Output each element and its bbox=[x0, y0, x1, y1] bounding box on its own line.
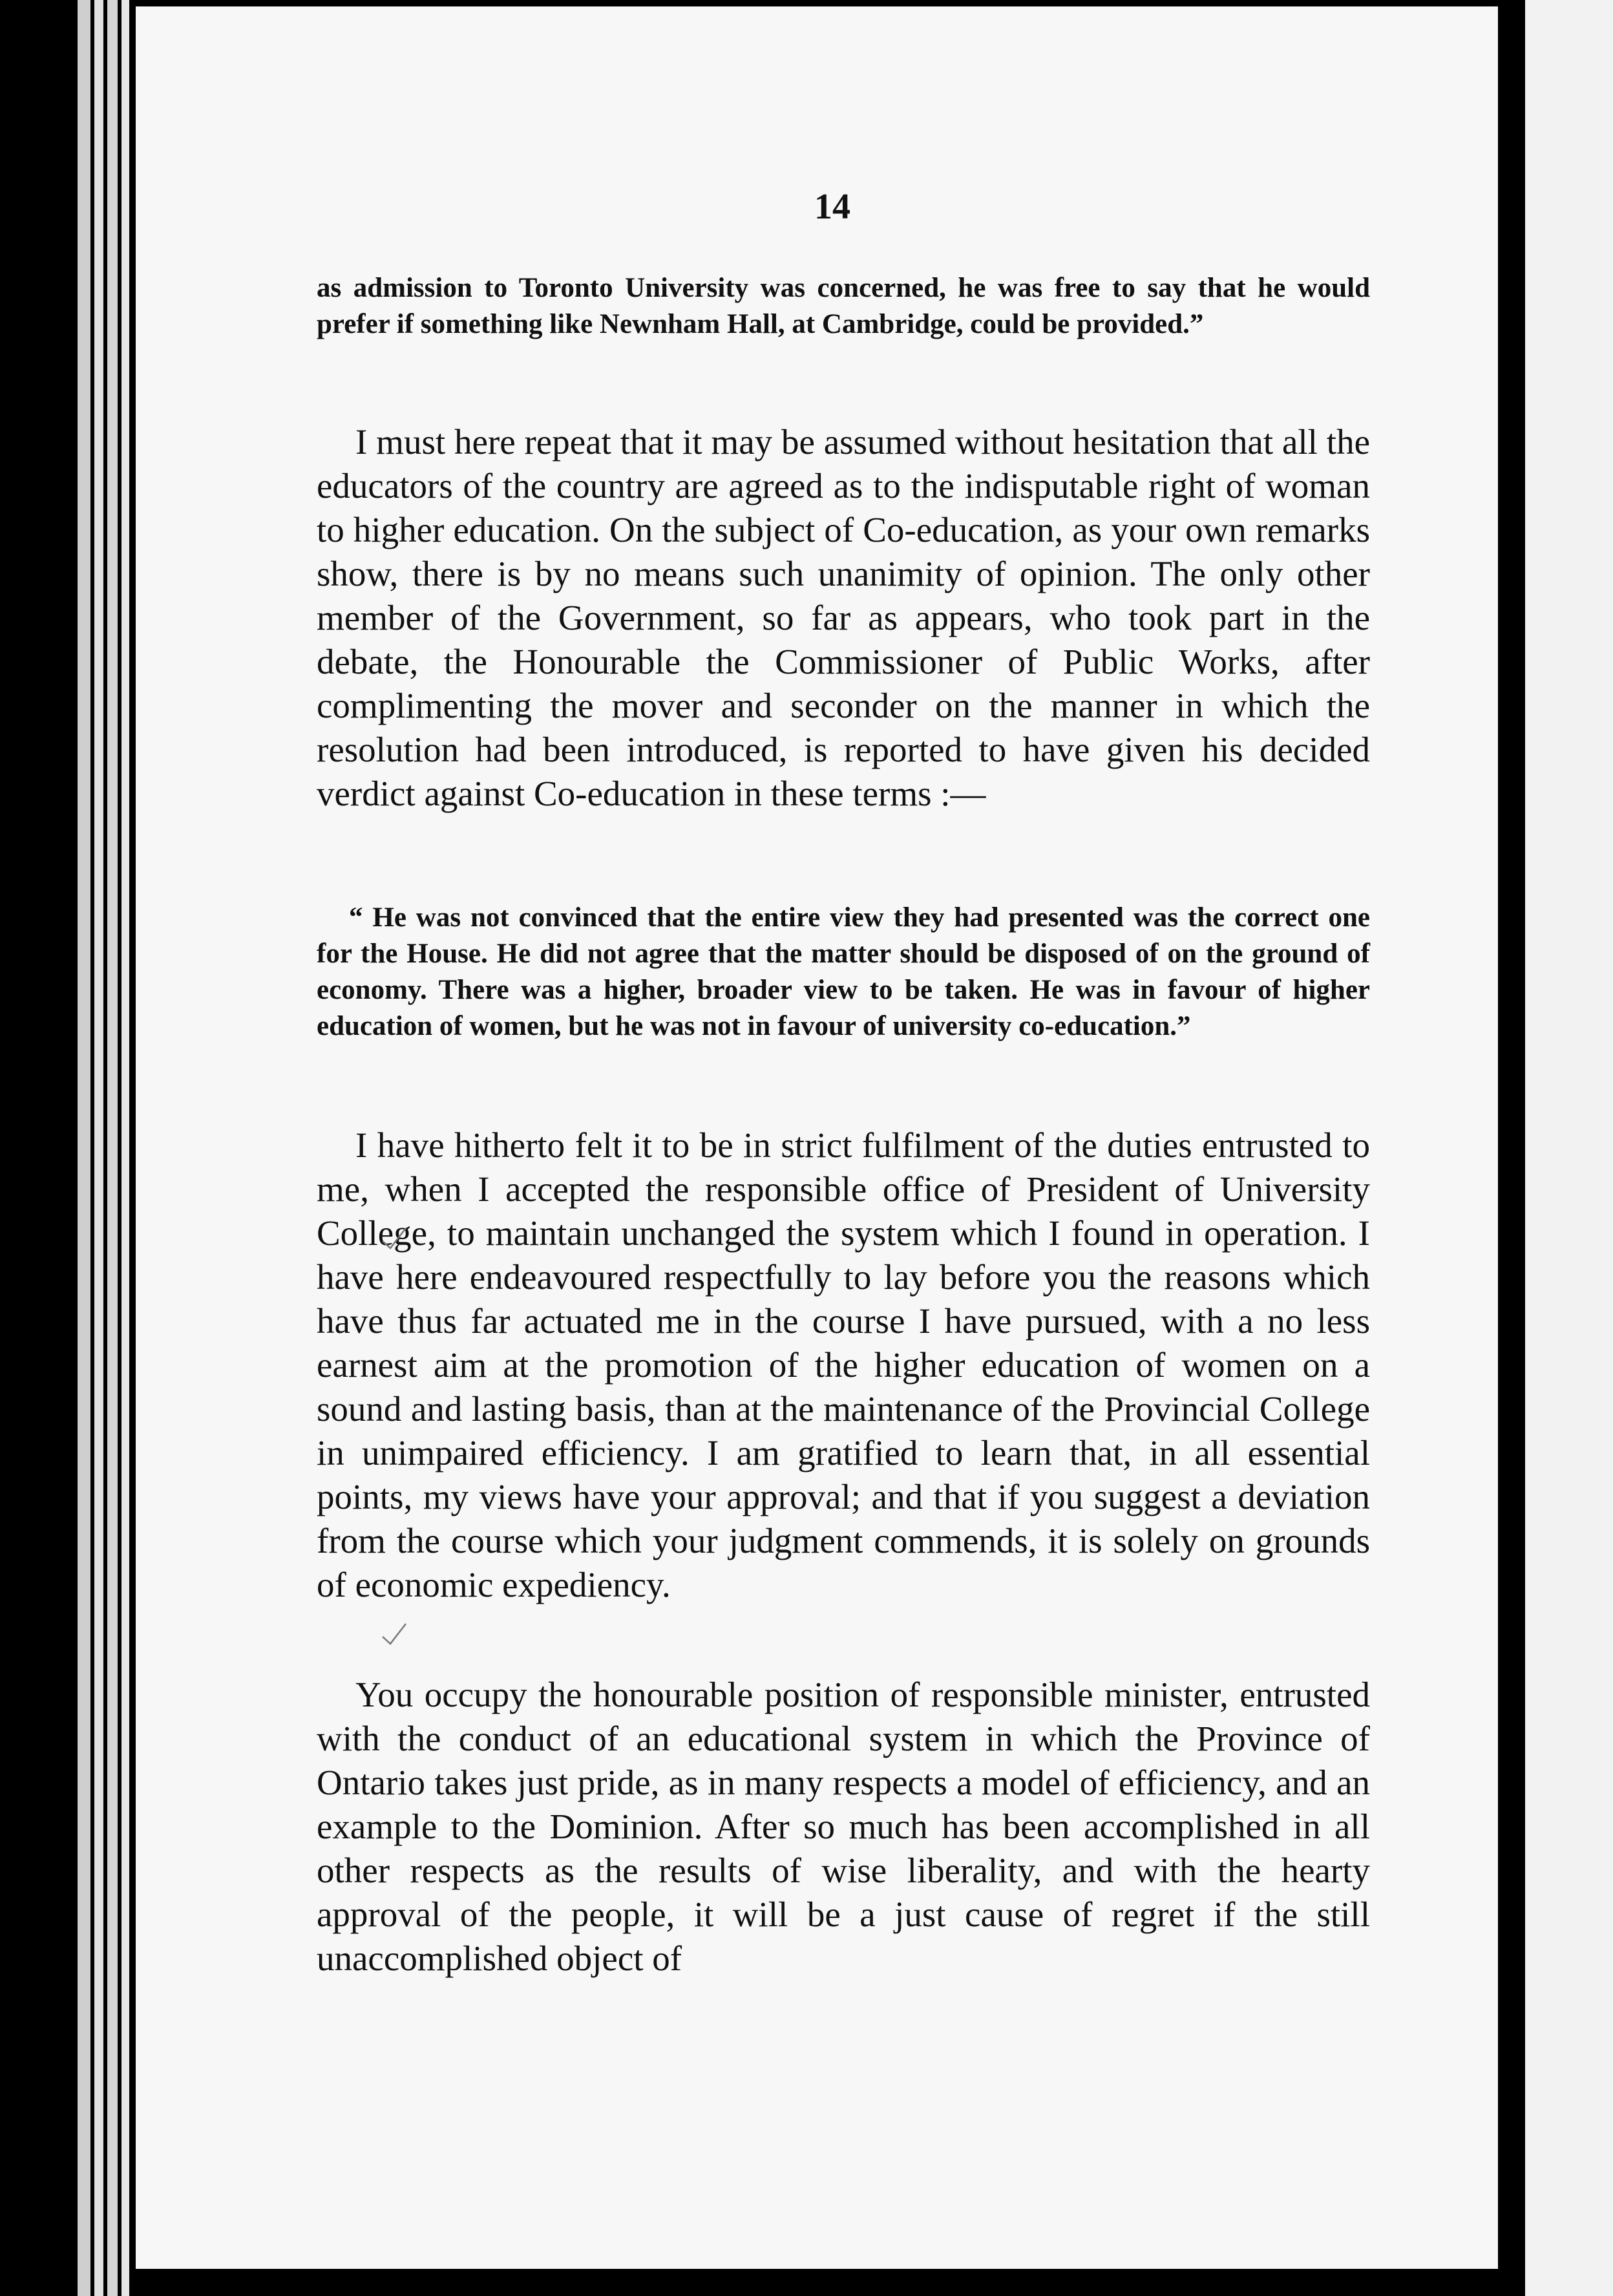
page-number: 14 bbox=[814, 187, 850, 227]
page-edge bbox=[107, 0, 118, 2296]
page-edge bbox=[78, 0, 90, 2296]
page-edge bbox=[94, 0, 103, 2296]
paragraph-duties: I have hitherto felt it to be in strict fulfilment of the duties entrusted to me, when I accepted the responsible office of President of University College, to maintain unchanged the system which I found in operation. I have here endeavoured respectfully to lay before you the reasons which have thus far actuated me in the course I have pursued, with a no less earnest aim at the promotion of the higher education of women on a sound and lasting basis, than at the maintenance of the Provincial College in unimpaired efficiency. I am gratified to learn that, in all essential points, my views have your approval; and that if you suggest a deviation from the course which your judgment commends, it is solely on grounds of economic expediency. bbox=[317, 1125, 1370, 1604]
pencil-check-mark-icon bbox=[381, 1227, 407, 1250]
book-gutter bbox=[1498, 0, 1529, 2296]
page-edge bbox=[121, 0, 129, 2296]
quote-commissioner: “ He was not convinced that the entire view they had presented was the correct one for the House. He did not agree that the matter should be disposed of on the ground of economy. There was a higher, broader view to be taken. He was in favour of higher education of women, but he was not in favour of university co-education.” bbox=[317, 902, 1370, 1041]
book-page bbox=[136, 6, 1498, 2269]
facing-page-edge bbox=[1525, 0, 1613, 2296]
quote-cambridge: as admission to Toronto University was concerned, he was free to say that he would prefer if something like Newnham Hall, at Cambridge, could be provided.” bbox=[317, 273, 1370, 339]
paragraph-minister: You occupy the honourable position of responsible minister, entrusted with the conduct of an educational system in which the Province of Ontario takes just pride, as in many respects a model of efficiency, and an example to the Dominion. After so much has been accomplished in all other respects as the results of wise liberality, and with the hearty approval of the people, it will be a just cause of regret if the still unaccomplished object of bbox=[317, 1675, 1370, 1978]
paragraph-coeducation: I must here repeat that it may be assumed without hesitation that all the educators of the country are agreed as to the indisputable right of woman to higher education. On the subject of Co-education, as your own remarks show, there is by no means such unanimity of opinion. The only other member of the Government, so far as appears, who took part in the debate, the Honourable the Commissioner of Public Works, after complimenting the mover and seconder on the manner in which the resolution had been introduced, is reported to have given his decided verdict against Co-education in these terms :— bbox=[317, 422, 1370, 813]
pencil-check-mark-icon bbox=[381, 1622, 407, 1646]
